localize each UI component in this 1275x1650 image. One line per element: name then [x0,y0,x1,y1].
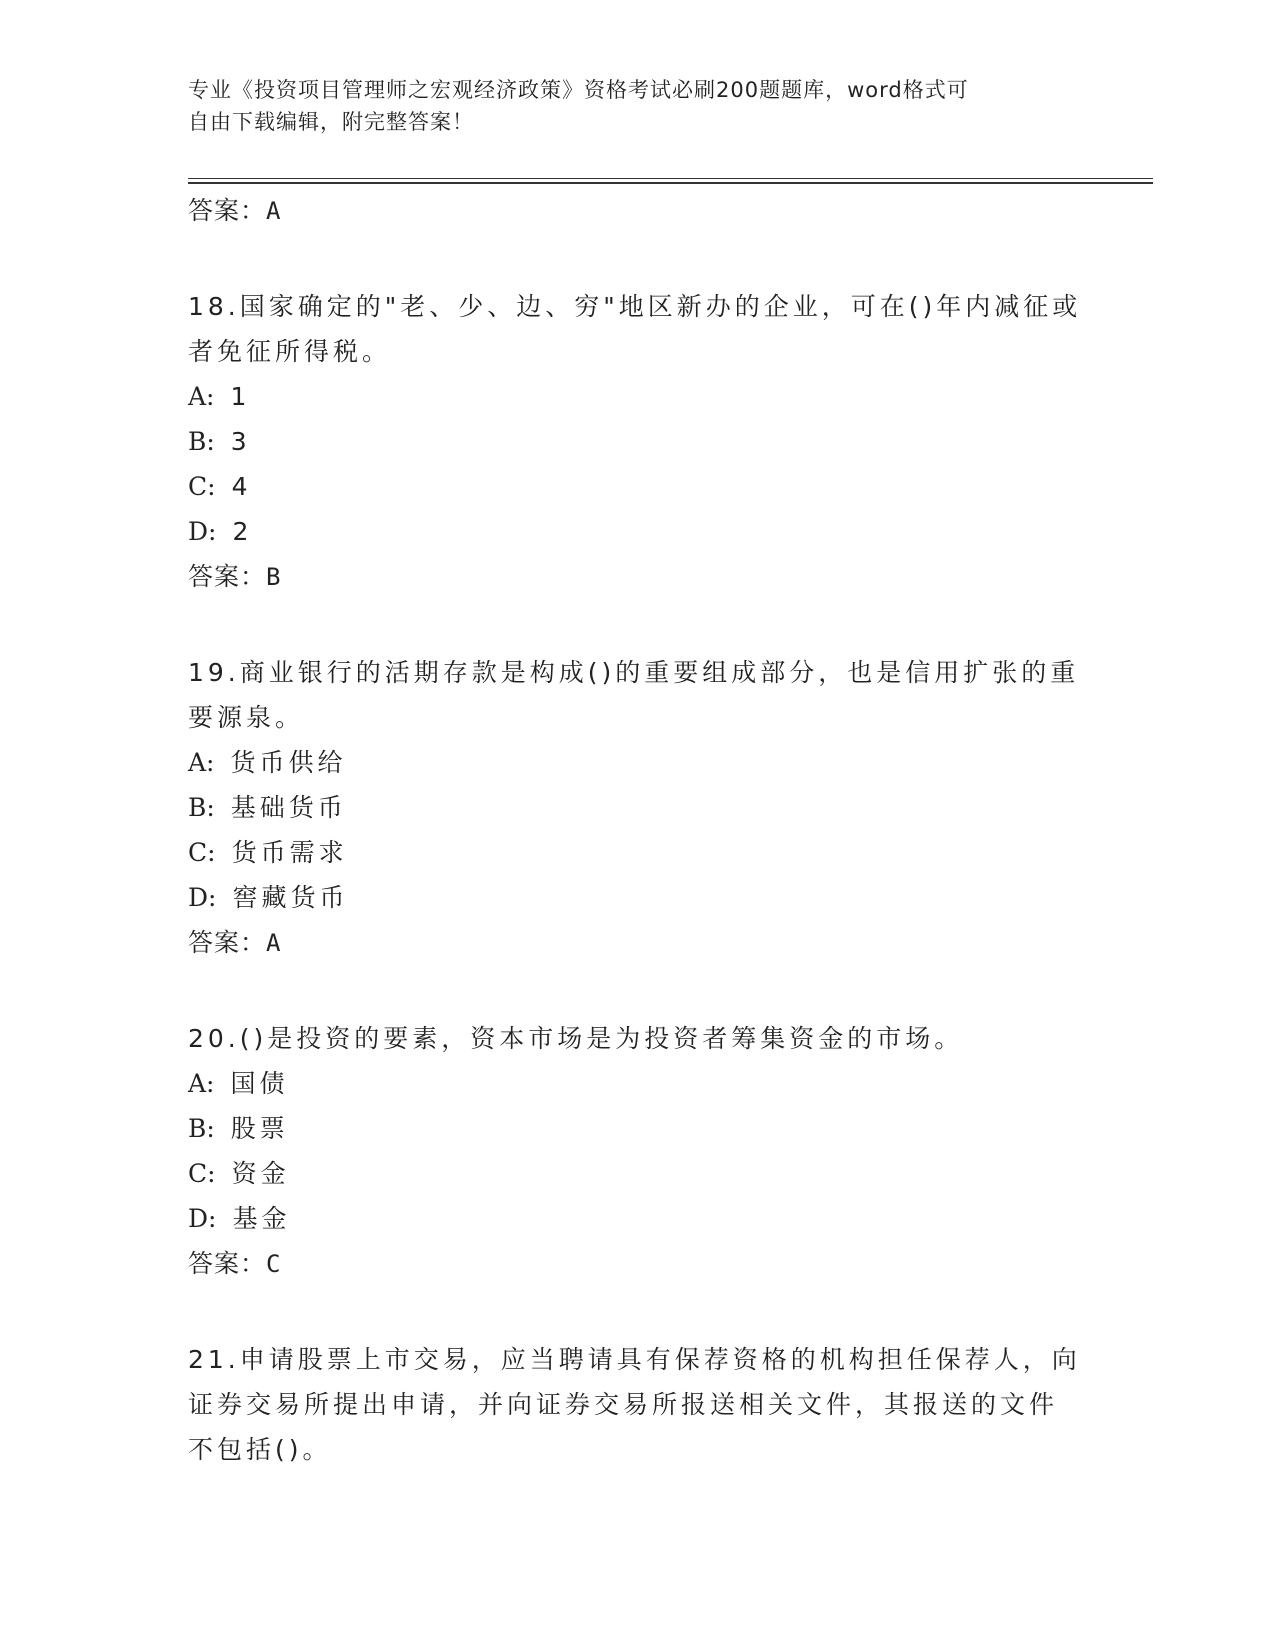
question-stem-line: 18.国家确定的"老、少、边、穷"地区新办的企业，可在()年内减征或 [188,292,1082,321]
option-d [188,1196,1088,1241]
answer-line [188,922,1088,964]
answer-line [188,1243,1088,1285]
header-divider-thick [188,182,1153,184]
option-d [188,875,1088,920]
option-a [188,1061,1088,1106]
document-header [188,74,1068,138]
option-text: 2 [232,517,253,546]
option-b [188,1106,1088,1151]
option-key: C: [188,838,216,867]
question-stem-line: 19.商业银行的活期存款是构成()的重要组成部分，也是信用扩张的重 [188,658,1080,687]
option-text: 基金 [232,1204,291,1233]
question-stem-line: 不包括()。 [188,1435,332,1464]
option-text: 3 [230,427,251,456]
option-text: 1 [230,382,251,411]
question-stem [188,284,1088,374]
question-stem [188,650,1088,740]
question-21 [188,1337,1088,1472]
answer-label: 答案： [188,928,267,957]
header-line-2: 自由下载编辑，附完整答案！ [188,110,474,134]
answer-label: 答案： [188,196,267,225]
option-key: B: [188,427,215,456]
question-stem-line: 20.()是投资的要素，资本市场是为投资者筹集资金的市场。 [188,1024,964,1053]
option-c [188,1151,1088,1196]
question-20 [188,1016,1088,1285]
option-b [188,785,1088,830]
option-d [188,509,1088,554]
option-text: 资金 [231,1159,290,1188]
option-key: A: [188,382,215,411]
header-line-1: 专业《投资项目管理师之宏观经济政策》资格考试必刷200题题库，word格式可 [188,78,969,102]
option-key: C: [188,472,216,501]
question-18 [188,284,1088,598]
answer-line [188,556,1088,598]
answer-label: 答案： [188,1249,267,1278]
option-text: 窖藏货币 [232,883,349,912]
option-key: D: [188,1204,217,1233]
option-key: B: [188,793,215,822]
answer-label: 答案： [188,562,267,591]
option-key: A: [188,1069,215,1098]
answer-line [188,190,1088,232]
option-key: D: [188,883,217,912]
option-key: D: [188,517,217,546]
answer-value: A [266,197,282,225]
question-19 [188,650,1088,964]
question-stem [188,1337,1088,1472]
answer-value: A [266,929,282,957]
option-b [188,419,1088,464]
question-stem-line: 证券交易所提出申请，并向证券交易所报送相关文件，其报送的文件 [188,1390,1059,1419]
question-stem-line: 者免征所得税。 [188,337,392,366]
question-stem-line: 21.申请股票上市交易，应当聘请具有保荐资格的机构担任保荐人，向 [188,1345,1081,1374]
option-text: 基础货币 [230,793,347,822]
option-key: B: [188,1114,215,1143]
option-c [188,464,1088,509]
option-key: C: [188,1159,216,1188]
question-list [188,190,1088,1472]
header-divider-thin [188,178,1153,179]
option-a [188,740,1088,785]
answer-value: C [266,1250,282,1278]
option-text: 货币需求 [231,838,348,867]
option-text: 4 [231,472,252,501]
answer-value: B [266,563,282,591]
option-key: A: [188,748,215,777]
option-text: 货币供给 [230,748,347,777]
option-c [188,830,1088,875]
option-text: 股票 [230,1114,289,1143]
option-text: 国债 [230,1069,289,1098]
question-stem-line: 要源泉。 [188,703,305,732]
option-a [188,374,1088,419]
question-stem [188,1016,1088,1061]
